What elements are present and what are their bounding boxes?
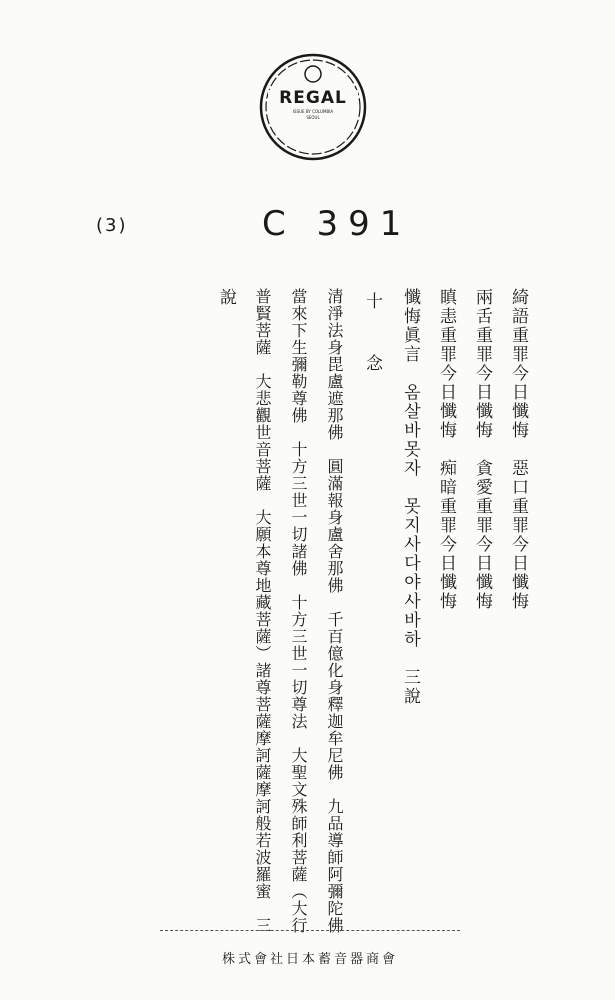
footer-rule	[160, 930, 460, 931]
page-number: (3)	[96, 215, 128, 236]
text-column-4: 懺悔眞言 옴살바못자 못지사다야사바하 三說	[400, 288, 420, 706]
catalog-number: C 391	[262, 204, 412, 244]
publisher-footer: 株式會社日本蓄音器商會	[221, 952, 398, 967]
text-column-9: 說	[216, 288, 236, 307]
text-column-1: 綺語重罪今日懺悔 惡口重罪今日懺悔	[508, 288, 528, 611]
text-column-3: 瞋恚重罪今日懺悔 痴暗重罪今日懺悔	[436, 288, 456, 611]
text-column-2: 兩舌重罪今日懺悔 貪愛重罪今日懺悔	[472, 288, 492, 611]
text-column-6: 清淨法身毘盧遮那佛 圓滿報身盧舍那佛 千百億化身釋迦牟尼佛 九品導師阿彌陀佛	[325, 288, 344, 934]
label-line2: SEOUL	[306, 115, 320, 120]
section-heading: 十 念	[362, 292, 382, 385]
text-column-8: 普賢菩薩 大悲觀世音菩薩 大願本尊地藏菩薩）諸尊菩薩摩訶薩摩訶般若波羅蜜 三	[253, 288, 272, 934]
label-brand: REGAL	[279, 88, 347, 108]
label-line1: ISSUE BY COLUMBIA	[292, 109, 334, 114]
text-column-7: 當來下生彌勒尊佛 十方三世一切諸佛 十方三世一切尊法 大聖文殊師利菩薩（大行	[289, 288, 308, 934]
